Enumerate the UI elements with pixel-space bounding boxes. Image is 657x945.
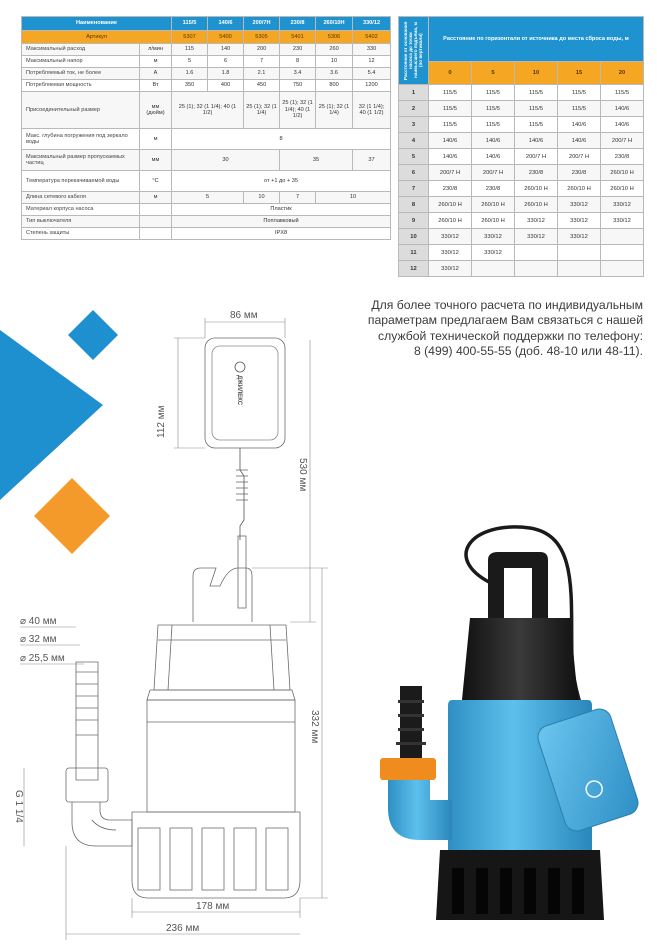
distance-row-number: 5 <box>399 149 429 165</box>
decorative-diamonds <box>0 310 118 554</box>
distance-cell: 330/12 <box>429 245 472 261</box>
distance-cell: 260/10 H <box>429 197 472 213</box>
spec-value: 25 (1); 32 (1 1/4); 40 (1 1/2) <box>172 92 244 129</box>
distance-cell: 260/10 H <box>601 181 644 197</box>
dim-d32: ⌀ 32 мм <box>20 634 57 645</box>
pump-photo-top <box>462 618 578 700</box>
distance-cell: 330/12 <box>429 229 472 245</box>
distance-row-number: 4 <box>399 133 429 149</box>
dim-float-width: 86 мм <box>230 310 258 321</box>
spec-value: 25 (1); 32 (1 1/4) <box>244 92 280 129</box>
spec-param: Материал корпуса насоса <box>22 204 140 216</box>
pump-middle-body <box>147 690 295 700</box>
dim-base: 178 мм <box>196 901 230 912</box>
distance-row-number: 7 <box>399 181 429 197</box>
spec-param: Длина сетевого кабеля <box>22 192 140 204</box>
distance-cell: 260/10 H <box>472 213 515 229</box>
float-outline <box>205 338 285 448</box>
spec-unit: м <box>140 56 172 68</box>
spec-param: Макс. глубина погружения под зеркало воды <box>22 129 140 150</box>
spec-article: 5306 <box>316 31 353 44</box>
pump-photo-elbow <box>388 780 452 840</box>
spec-value: 7 <box>280 192 316 204</box>
distance-cell: 260/10 H <box>429 213 472 229</box>
float-brand-label <box>235 362 245 406</box>
distance-cell: 140/6 <box>558 133 601 149</box>
distance-cell: 330/12 <box>601 197 644 213</box>
distance-cell: 115/5 <box>472 85 515 101</box>
spec-model: 260/10H <box>316 17 353 31</box>
distance-cell: 330/12 <box>472 229 515 245</box>
spec-value: IPX8 <box>172 228 391 240</box>
spec-model: 330/12 <box>353 17 391 31</box>
spec-value: 5 <box>172 56 208 68</box>
spec-param: Максимальный расход <box>22 44 140 56</box>
outlet-pipe <box>76 662 98 780</box>
distance-cell: 330/12 <box>558 197 601 213</box>
spec-article: 5401 <box>280 31 316 44</box>
distance-col-head: 5 <box>472 62 515 85</box>
spec-value: 260 <box>316 44 353 56</box>
spec-value: 800 <box>316 80 353 92</box>
spec-value: 6 <box>208 56 244 68</box>
spec-model: 230/8 <box>280 17 316 31</box>
spec-param: Максимальный напор <box>22 56 140 68</box>
spec-value: 37 <box>353 150 391 171</box>
spec-value: 8 <box>172 129 391 150</box>
spec-param: Степень защиты <box>22 228 140 240</box>
pump-photo-outlet <box>400 686 422 758</box>
distance-col-head: 20 <box>601 62 644 85</box>
spec-article: 5400 <box>208 31 244 44</box>
distance-cell: 200/7 H <box>558 149 601 165</box>
distance-cell: 260/10 H <box>558 181 601 197</box>
distance-cell: 140/6 <box>472 149 515 165</box>
distance-cell: 200/7 H <box>601 133 644 149</box>
distance-cell: 330/12 <box>558 213 601 229</box>
spec-value: 8 <box>280 56 316 68</box>
spec-unit: л/мин <box>140 44 172 56</box>
distance-row-number: 2 <box>399 101 429 117</box>
spec-unit: °C <box>140 171 172 192</box>
spec-value: 140 <box>208 44 244 56</box>
dim-cable: 530 мм <box>297 458 308 492</box>
distance-cell: 115/5 <box>558 85 601 101</box>
distance-cell: 115/5 <box>472 101 515 117</box>
spec-value: 25 (1); 32 (1 1/4) <box>316 92 353 129</box>
distance-cell: 230/8 <box>472 181 515 197</box>
distance-col-head: 15 <box>558 62 601 85</box>
distance-cell: 115/5 <box>558 101 601 117</box>
pump-handle <box>193 568 252 622</box>
deco-diamond-large <box>0 330 103 500</box>
distance-row-number: 11 <box>399 245 429 261</box>
support-note-line: параметрам предлагаем Вам связаться с нашей <box>367 313 643 328</box>
spec-model: 200/7H <box>244 17 280 31</box>
pump-base <box>132 812 300 898</box>
distance-row-number: 3 <box>399 117 429 133</box>
spec-unit: м <box>140 129 172 150</box>
spec-param: Температура перекачиваемой воды <box>22 171 140 192</box>
distance-cell: 260/10 H <box>601 165 644 181</box>
distance-cell: 140/6 <box>515 133 558 149</box>
support-note-line: службой технической поддержки по телефону: <box>378 328 643 343</box>
spec-unit: м <box>140 192 172 204</box>
spec-value: 450 <box>244 80 280 92</box>
distance-cell: 230/8 <box>429 181 472 197</box>
spec-value: от +1 до + 35 <box>172 171 391 192</box>
spec-value: 5 <box>172 192 244 204</box>
distance-row-number: 6 <box>399 165 429 181</box>
spec-value: 115 <box>172 44 208 56</box>
distance-cell: 200/7 H <box>472 165 515 181</box>
distance-cell: 115/5 <box>515 101 558 117</box>
spec-value: 400 <box>208 80 244 92</box>
distance-cell: 230/8 <box>515 165 558 181</box>
spec-article: 5307 <box>172 31 208 44</box>
spec-article-label: Артикул <box>22 31 172 44</box>
distance-row-number: 10 <box>399 229 429 245</box>
spec-value: 7 <box>244 56 280 68</box>
distance-cell: 330/12 <box>515 229 558 245</box>
spec-param: Присоединительный размер <box>22 92 140 129</box>
distance-cell: 260/10 H <box>515 181 558 197</box>
spec-value: Поплавковый <box>172 216 391 228</box>
distance-cell: 200/7 H <box>515 149 558 165</box>
distance-cell: 330/12 <box>515 213 558 229</box>
outlet-elbow <box>72 802 132 846</box>
distance-cell: 200/7 H <box>429 165 472 181</box>
spec-value: Пластик <box>172 204 391 216</box>
dim-pump-height: 332 мм <box>309 710 320 744</box>
spec-value: 10 <box>316 56 353 68</box>
spec-value: 3.4 <box>280 68 316 80</box>
spec-value: 12 <box>353 56 391 68</box>
distance-cell: 260/10 H <box>472 197 515 213</box>
spec-value: 10 <box>316 192 391 204</box>
distance-row-number: 12 <box>399 261 429 277</box>
spec-param: Тип выключателя <box>22 216 140 228</box>
spec-article: 5402 <box>353 31 391 44</box>
distance-row-number: 8 <box>399 197 429 213</box>
pump-photo-handle <box>488 552 548 620</box>
spec-param: Потребляемый ток, не более <box>22 68 140 80</box>
spec-value: 1.8 <box>208 68 244 80</box>
spec-unit: А <box>140 68 172 80</box>
spec-header-label: Наименование <box>22 17 172 31</box>
distance-cell: 115/5 <box>429 85 472 101</box>
distance-top-label: Расстояние по горизонтали от источника до места сброса воды, м <box>429 17 644 62</box>
distance-row-number: 1 <box>399 85 429 101</box>
spec-value: 1200 <box>353 80 391 92</box>
spec-value: 2.1 <box>244 68 280 80</box>
distance-cell: 140/6 <box>601 117 644 133</box>
spec-model: 140/6 <box>208 17 244 31</box>
spec-value: 330 <box>353 44 391 56</box>
distance-corner-text: Расстояние от основания насоса до точки наивысшего подъёма, м (по вертикали) <box>403 20 424 80</box>
distance-cell: 140/6 <box>429 149 472 165</box>
spec-unit: мм <box>140 150 172 171</box>
deco-diamond-small <box>68 310 118 360</box>
float-brand-text: ДЖИЛЕКС <box>236 375 242 406</box>
spec-value: 5.4 <box>353 68 391 80</box>
dim-d25: ⌀ 25,5 мм <box>20 653 65 664</box>
distance-cell: 140/6 <box>601 101 644 117</box>
support-phone: 8 (499) 400-55-55 (доб. 48-10 или 48-11). <box>413 344 643 359</box>
spec-param: Максимальный размер пропускаемых частиц <box>22 150 140 171</box>
distance-cell: 230/8 <box>601 149 644 165</box>
spec-value: 350 <box>172 80 208 92</box>
deco-diamond-orange <box>34 478 110 554</box>
spec-value: 230 <box>280 44 316 56</box>
dim-total: 236 мм <box>166 923 200 934</box>
spec-unit: Вт <box>140 80 172 92</box>
spec-value: 32 (1 1/4); 40 (1 1/2) <box>353 92 391 129</box>
distance-cell: 230/8 <box>558 165 601 181</box>
distance-cell: 330/12 <box>558 229 601 245</box>
spec-value: 30 <box>172 150 280 171</box>
spec-article: 5305 <box>244 31 280 44</box>
distance-cell: 115/5 <box>601 85 644 101</box>
distance-cell: 115/5 <box>429 101 472 117</box>
spec-value: 10 <box>244 192 280 204</box>
distance-cell: 115/5 <box>429 117 472 133</box>
spec-value: 35 <box>280 150 353 171</box>
pump-photo-orange-nut <box>380 758 436 780</box>
dim-float-height: 112 мм <box>156 405 167 438</box>
distance-cell: 140/6 <box>472 133 515 149</box>
spec-value: 200 <box>244 44 280 56</box>
distance-cell: 115/5 <box>472 117 515 133</box>
distance-col-head: 0 <box>429 62 472 85</box>
spec-value: 750 <box>280 80 316 92</box>
distance-cell: 330/12 <box>429 261 472 277</box>
spec-model: 115/5 <box>172 17 208 31</box>
pump-upper-body <box>154 625 290 690</box>
spec-value: 1.6 <box>172 68 208 80</box>
distance-row-number: 9 <box>399 213 429 229</box>
spec-unit: мм (дюйм) <box>140 92 172 129</box>
distance-cell: 140/6 <box>429 133 472 149</box>
distance-cell: 260/10 H <box>515 197 558 213</box>
dim-d40: ⌀ 40 мм <box>20 616 57 627</box>
distance-cell: 330/12 <box>601 213 644 229</box>
spec-value: 25 (1); 32 (1 1/4); 40 (1 1/2) <box>280 92 316 129</box>
pump-photo <box>380 527 641 920</box>
distance-cell: 115/5 <box>515 117 558 133</box>
dim-thread: G 1 1/4 <box>13 790 24 823</box>
distance-col-head: 10 <box>515 62 558 85</box>
distance-cell: 330/12 <box>472 245 515 261</box>
spec-value: 3.6 <box>316 68 353 80</box>
spec-param: Потребляемая мощность <box>22 80 140 92</box>
support-note-line: Для более точного расчета по индивидуальным <box>371 298 643 312</box>
distance-cell: 115/5 <box>515 85 558 101</box>
distance-cell: 140/6 <box>558 117 601 133</box>
